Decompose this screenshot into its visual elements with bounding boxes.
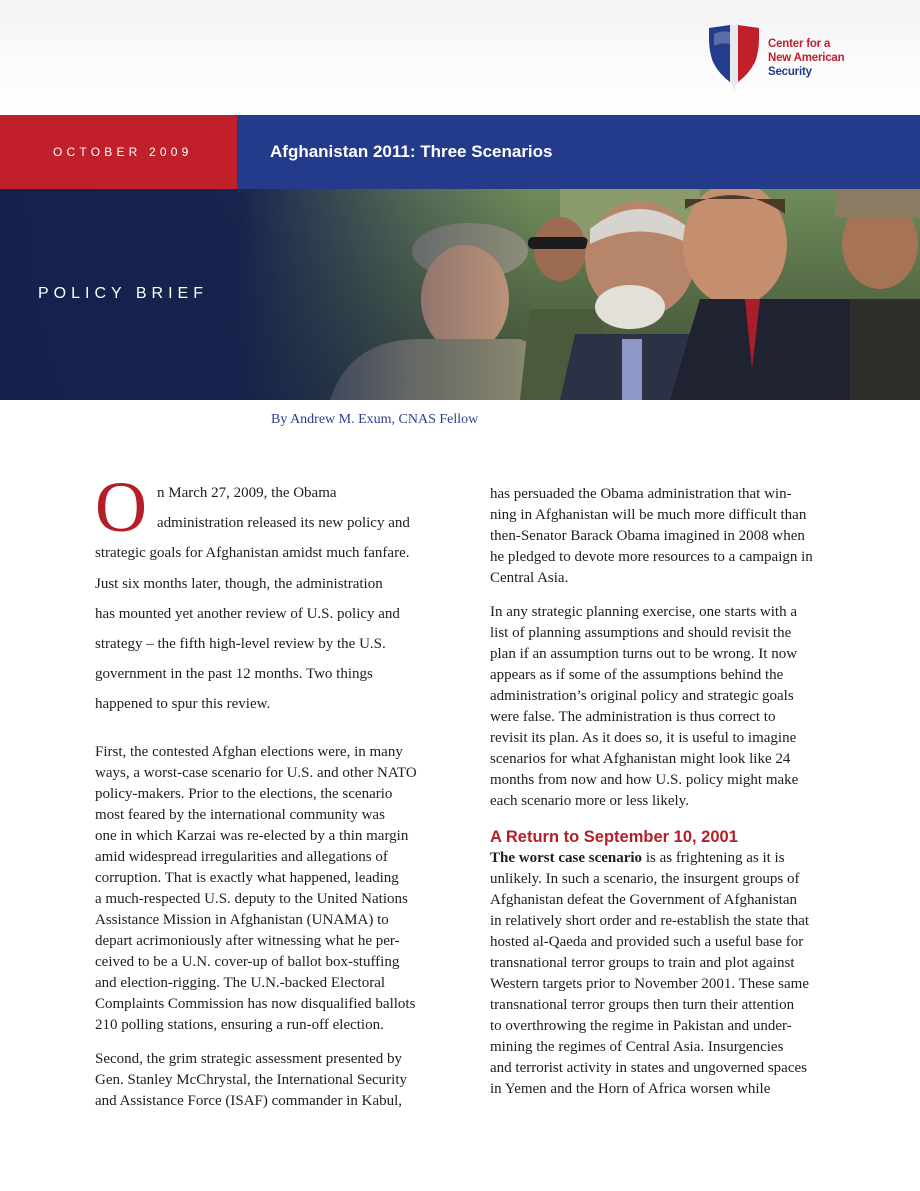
text-line: amid widespread irregularities and allegations of [95, 848, 388, 865]
text-line: 210 polling stations, ensuring a run-off election. [95, 1016, 384, 1033]
text-line: Afghanistan defeat the Government of Afghanistan [490, 892, 797, 908]
paragraph-elections [95, 742, 455, 1036]
text-line: strategic goals for Afghanistan amidst much fanfare. [95, 545, 410, 562]
text-line: were false. The administration is thus correct to [490, 709, 776, 725]
logo-line-2: New American [768, 52, 845, 64]
text-line: depart acrimoniously after witnessing what he per- [95, 932, 400, 949]
text-line: has mounted yet another review of U.S. policy and [95, 605, 400, 622]
paragraph-planning [490, 602, 850, 812]
title-block [237, 115, 920, 189]
date-block [0, 115, 237, 189]
logo-wordmark [768, 37, 844, 79]
shield-logo-icon [706, 24, 762, 96]
text-line: unlikely. In such a scenario, the insurgent groups of [490, 871, 800, 887]
text-line: administration’s original policy and strategic goals [490, 688, 794, 704]
text-line: ceived to be a U.N. cover-up of ballot box-stuffing [95, 953, 400, 970]
publication-date: OCTOBER 2009 [53, 145, 193, 159]
text-line: appears as if some of the assumptions behind the [490, 667, 784, 683]
text-line: Just six months later, though, the administration [95, 575, 383, 592]
text-line [490, 848, 850, 869]
text-line: a much-respected U.S. deputy to the United Nations [95, 890, 408, 907]
text-line: has persuaded the Obama administration that win- [490, 486, 792, 502]
left-column [95, 467, 455, 1112]
text-line: mining the regimes of Central Asia. Insurgencies [490, 1039, 784, 1055]
text-line: government in the past 12 months. Two things [95, 666, 373, 683]
author-byline: By Andrew M. Exum, CNAS Fellow [271, 412, 479, 427]
cover-photo [0, 189, 920, 400]
text-line: transnational terror groups then turn their attention [490, 997, 795, 1013]
document-title: Afghanistan 2011: Three Scenarios [270, 142, 553, 161]
lead-paragraph [95, 467, 455, 720]
text-line: scenarios for what Afghanistan might look like 24 [490, 751, 791, 767]
text-line: corruption. That is exactly what happened, leading [95, 869, 399, 886]
paragraph-continued [490, 484, 850, 589]
text-line: most feared by the international community was [95, 806, 385, 823]
text-line: policy-makers. Prior to the elections, the scenario [95, 785, 393, 802]
paragraph-worst-case [490, 848, 850, 1100]
text-line: one in which Karzai was re-elected by a thin margin [95, 827, 409, 844]
text-line: and terrorist activity in states and ungoverned spaces [490, 1060, 807, 1076]
text-line: Complaints Commission has now disqualified ballots [95, 995, 416, 1012]
text-line: In any strategic planning exercise, one starts with a [490, 604, 797, 620]
text-line-rest: is as frightening as it is [642, 850, 785, 866]
text-line: and election-rigging. The U.N.-backed Electoral [95, 974, 386, 991]
text-line: hosted al-Qaeda and provided such a useful base for [490, 934, 804, 950]
drop-cap: O [95, 467, 147, 547]
text-line: he pledged to devote more resources to a campaign in [490, 549, 813, 565]
section-heading: A Return to September 10, 2001 [490, 828, 738, 846]
text-line: to overthrowing the regime in Pakistan and under- [490, 1018, 792, 1034]
text-line: First, the contested Afghan elections were, in many [95, 743, 403, 760]
bold-lead-phrase: The worst case scenario [490, 850, 643, 866]
text-line: ning in Afghanistan will be much more difficult than [490, 507, 807, 523]
text-line: each scenario more or less likely. [490, 793, 689, 809]
paragraph-assessment [95, 1049, 455, 1112]
text-line: plan if an assumption turns out to be wrong. It now [490, 646, 798, 662]
text-line: n March 27, 2009, the Obama [157, 485, 337, 501]
text-line: in Yemen and the Horn of Africa worsen while [490, 1081, 771, 1097]
text-line: transnational terror groups to train and plot against [490, 955, 795, 971]
text-line: months from now and how U.S. policy might make [490, 772, 799, 788]
text-line: Assistance Mission in Afghanistan (UNAMA) to [95, 911, 389, 928]
title-bar [0, 115, 920, 189]
policy-brief-label: POLICY BRIEF [38, 285, 208, 302]
text-line: happened to spur this review. [95, 696, 271, 713]
logo-line-3: Security [768, 66, 812, 78]
text-line: Gen. Stanley McChrystal, the International Security [95, 1071, 408, 1088]
text-line: and Assistance Force (ISAF) commander in Kabul, [95, 1092, 403, 1109]
text-line: strategy – the fifth high-level review by the U.S. [95, 636, 386, 653]
text-line: in relatively short order and re-establish the state that [490, 913, 810, 929]
cnas-logo[interactable] [706, 24, 866, 98]
text-line: Western targets prior to November 2001. These same [490, 976, 809, 992]
right-column [490, 484, 850, 1100]
text-line: revisit its plan. As it does so, it is useful to imagine [490, 730, 797, 746]
text-line: Central Asia. [490, 570, 569, 586]
text-line: administration released its new policy and [157, 515, 410, 532]
text-line: list of planning assumptions and should revisit the [490, 625, 792, 641]
text-line: Second, the grim strategic assessment presented by [95, 1050, 403, 1067]
logo-line-1: Center for a [768, 38, 831, 50]
text-line: ways, a worst-case scenario for U.S. and other NATO [95, 764, 417, 781]
text-line: then-Senator Barack Obama imagined in 2008 when [490, 528, 805, 544]
